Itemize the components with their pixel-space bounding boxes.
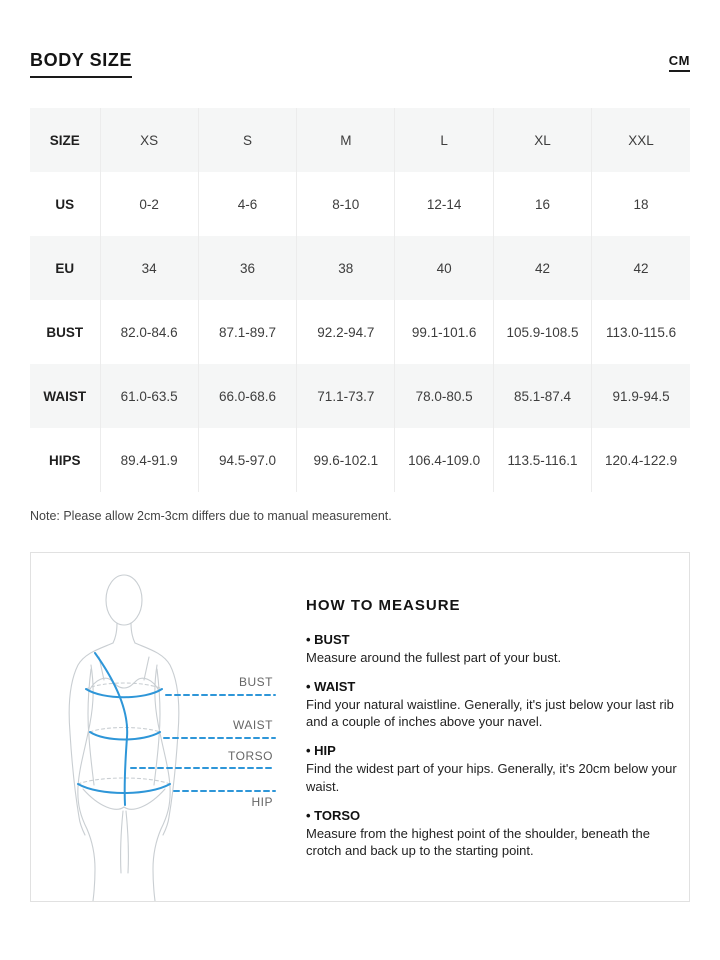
- table-row-eu: [30, 236, 690, 300]
- header-cell-xxl: XXL: [628, 132, 654, 148]
- size-cell: 66.0-68.6: [198, 364, 296, 428]
- table-header-row: [30, 108, 690, 172]
- bust-line: [86, 689, 162, 697]
- size-cell: 106.4-109.0: [395, 428, 493, 492]
- size-cell: 92.2-94.7: [297, 300, 395, 364]
- size-cell: 18: [633, 196, 649, 212]
- torso-line: [95, 653, 127, 805]
- measure-item-title: • BUST: [306, 632, 678, 647]
- body-measurement-diagram: [33, 553, 298, 901]
- size-cell: 36: [198, 236, 296, 300]
- header-cell-l: L: [395, 108, 493, 172]
- size-cell: 42: [493, 236, 591, 300]
- size-cell: 89.4-91.9: [100, 428, 198, 492]
- size-cell: 91.9-94.5: [612, 388, 670, 404]
- size-cell: 99.1-101.6: [395, 300, 493, 364]
- diagram-label-torso: TORSO: [228, 749, 273, 763]
- measure-item-waist: [306, 679, 678, 730]
- size-cell: 87.1-89.7: [198, 300, 296, 364]
- size-cell: 8-10: [297, 172, 395, 236]
- unit-label: CM: [669, 53, 690, 72]
- row-label: HIPS: [30, 428, 100, 492]
- size-cell: 105.9-108.5: [493, 300, 591, 364]
- size-cell: 120.4-122.9: [605, 452, 678, 468]
- measure-item-title: • TORSO: [306, 808, 678, 823]
- measure-item-bust: [306, 632, 678, 666]
- measure-item-text: Measure from the highest point of the shoulder, beneath the crotch and back up to the starting point.: [306, 825, 651, 858]
- measure-item-text: Find your natural waistline. Generally, it's just below your last rib and a couple of inches above your navel.: [306, 697, 674, 730]
- row-label: US: [30, 172, 100, 236]
- how-to-measure-panel: [30, 552, 690, 902]
- table-row-hips: [30, 428, 690, 492]
- header-cell-xs: XS: [100, 108, 198, 172]
- diagram-label-waist: WAIST: [232, 718, 273, 732]
- size-cell: 40: [395, 236, 493, 300]
- page-title: BODY SIZE: [30, 50, 132, 78]
- row-label: WAIST: [30, 364, 100, 428]
- how-to-measure-heading: HOW TO MEASURE: [306, 597, 461, 614]
- measure-item-text: Measure around the fullest part of your bust.: [306, 650, 562, 665]
- diagram-label-hip: HIP: [251, 795, 273, 809]
- size-cell: 85.1-87.4: [493, 364, 591, 428]
- size-cell: 99.6-102.1: [297, 428, 395, 492]
- diagram-label-bust: BUST: [238, 675, 273, 689]
- measure-instructions: [306, 597, 678, 872]
- size-cell: 12-14: [395, 172, 493, 236]
- header-cell-s: S: [198, 108, 296, 172]
- size-cell: 42: [633, 260, 649, 276]
- waist-line: [90, 732, 160, 740]
- measure-item-torso: [306, 808, 678, 859]
- size-cell: 113.0-115.6: [606, 324, 677, 340]
- size-cell: 113.5-116.1: [493, 428, 591, 492]
- size-cell: 16: [493, 172, 591, 236]
- size-cell: 78.0-80.5: [395, 364, 493, 428]
- row-label: EU: [30, 236, 100, 300]
- measure-item-text: Find the widest part of your hips. Generally, it's 20cm below your waist.: [306, 761, 677, 794]
- body-outline: [69, 575, 179, 901]
- size-cell: 61.0-63.5: [100, 364, 198, 428]
- size-cell: 71.1-73.7: [297, 364, 395, 428]
- measure-item-title: • HIP: [306, 743, 678, 758]
- measure-item-title: • WAIST: [306, 679, 678, 694]
- size-cell: 4-6: [198, 172, 296, 236]
- measure-item-hip: [306, 743, 678, 794]
- size-cell: 34: [100, 236, 198, 300]
- header-cell-m: M: [297, 108, 395, 172]
- table-row-us: [30, 172, 690, 236]
- row-label: BUST: [30, 300, 100, 364]
- header: [30, 50, 690, 78]
- table-row-waist: [30, 364, 690, 428]
- table-row-bust: [30, 300, 690, 364]
- size-cell: 38: [297, 236, 395, 300]
- header-cell-xl: XL: [493, 108, 591, 172]
- measurement-note: Note: Please allow 2cm-3cm differs due to manual measurement.: [30, 509, 392, 523]
- size-cell: 82.0-84.6: [100, 300, 198, 364]
- size-cell: 94.5-97.0: [198, 428, 296, 492]
- header-cell-size: SIZE: [30, 108, 100, 172]
- size-table: [30, 108, 690, 492]
- size-cell: 0-2: [100, 172, 198, 236]
